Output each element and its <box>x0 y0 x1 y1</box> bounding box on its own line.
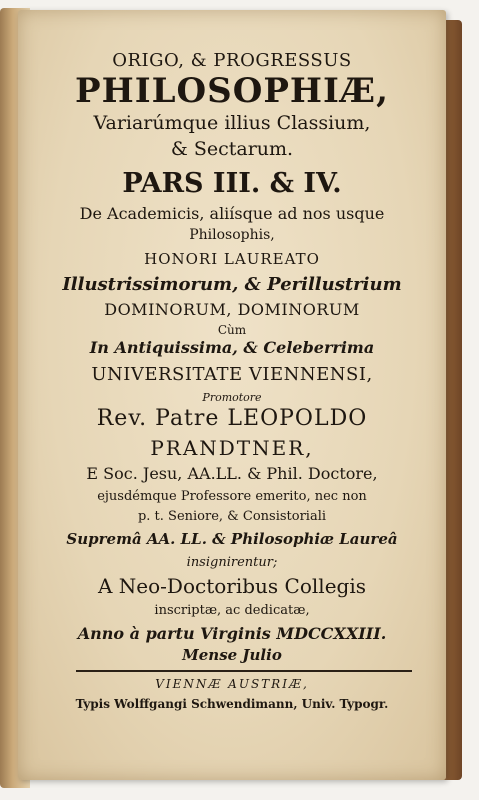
imprint-rule-top <box>76 670 412 672</box>
line-promotore: Promotore <box>202 391 262 404</box>
line-seniore: p. t. Seniore, & Consistoriali <box>137 509 327 524</box>
subtitle-classium: Variarúmque illius Classium, <box>93 112 371 134</box>
title-line-origo: ORIGO, & PROGRESSUS <box>112 50 352 71</box>
subtitle-sectarum: & Sectarum. <box>170 138 294 160</box>
line-insignirentur: insignirentur; <box>186 555 278 570</box>
line-dominorum: DOMINORUM, DOMINORUM <box>104 300 360 319</box>
imprint-printer: Typis Wolffgangi Schwendimann, Univ. Typogr. <box>75 697 389 711</box>
line-philosophis: Philosophis, <box>189 227 275 243</box>
line-rev-patre: Rev. Patre LEOPOLDO <box>96 406 368 431</box>
line-inscriptae: inscriptæ, ac dedicatæ, <box>154 603 310 618</box>
line-mense-julio: Mense Julio <box>182 646 282 664</box>
title-philosophiae: PHILOSOPHIÆ, <box>75 71 389 111</box>
line-ejusdemque: ejusdémque Professore emerito, nec non <box>97 489 367 504</box>
line-neo-doctoribus: A Neo-Doctoribus Collegis <box>98 574 366 598</box>
line-illustrissimorum: Illustrissimorum, & Perillustrium <box>62 274 402 295</box>
title-pars: PARS III. & IV. <box>122 168 342 199</box>
title-page <box>18 10 446 780</box>
line-prandtner: PRANDTNER, <box>150 436 314 460</box>
line-suprema: Supremâ AA. LL. & Philosophiæ Laureâ <box>66 530 398 548</box>
line-universitate: UNIVERSITATE VIENNENSI, <box>91 364 373 385</box>
line-cum: Cùm <box>217 323 247 337</box>
line-antiquissima: In Antiquissima, & Celeberrima <box>89 338 375 357</box>
line-soc-jesu: E Soc. Jesu, AA.LL. & Phil. Doctore, <box>86 464 378 483</box>
imprint-city: VIENNÆ AUSTRIÆ, <box>155 677 309 691</box>
line-honori-laureato: HONORI LAUREATO <box>144 250 320 268</box>
line-anno: Anno à partu Virginis MDCCXXIII. <box>77 624 387 643</box>
line-de-academicis: De Academicis, aliísque ad nos usque <box>79 204 385 223</box>
